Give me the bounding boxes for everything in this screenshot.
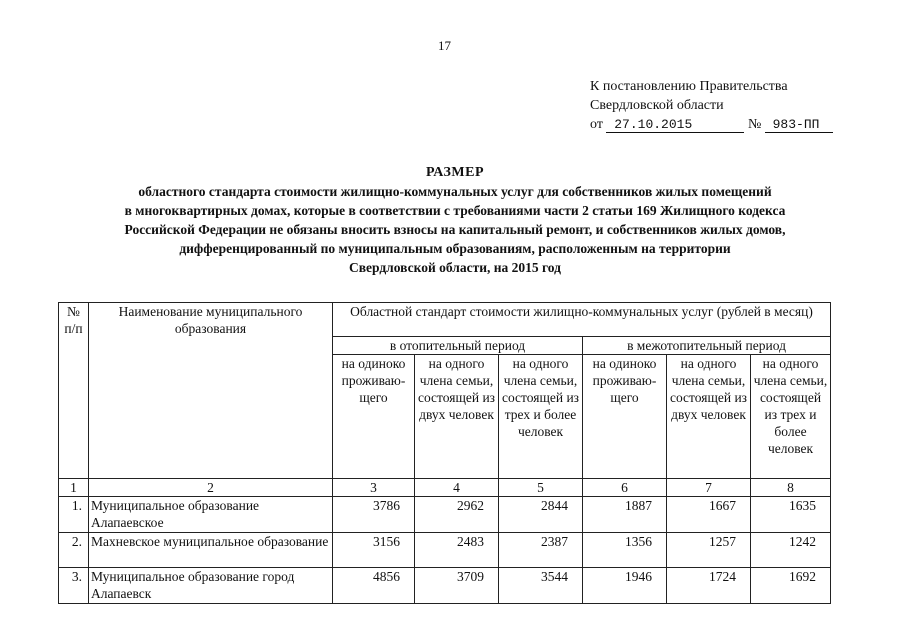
resolution-number: 983-ПП [765,117,833,133]
value-cell: 1692 [751,568,831,604]
column-number: 8 [751,479,831,497]
municipality-name: Муниципальное образование Алапаевское [89,497,333,533]
column-number: 3 [333,479,415,497]
table-row [59,568,831,604]
header-group: Областной стандарт стоимости жилищно-коммунальных услуг (рублей в месяц) [333,303,831,337]
value-cell: 1257 [667,533,751,568]
value-cell: 3786 [333,497,415,533]
subheader: на одиноко проживаю-щего [333,355,415,479]
approval-block [590,77,833,134]
page-number: 17 [438,38,451,53]
title-line: Российской Федерации не обязаны вносить взносы на капитальный ремонт, и собственников жилых домов, [124,222,786,237]
value-cell: 4856 [333,568,415,604]
title-line: Свердловской области, на 2015 год [348,260,562,275]
value-cell: 3156 [333,533,415,568]
header-heating: в отопительный период [333,337,583,355]
subheader: на одного члена семьи, состоящей из двух человек [667,355,751,479]
subheader: на одиноко проживаю-щего [583,355,667,479]
header-non-heating: в межотопительный период [583,337,831,355]
number-prefix: № [747,117,762,132]
approval-line-1: К постановлению Правительства [590,79,788,94]
value-cell: 2962 [415,497,499,533]
column-number: 7 [667,479,751,497]
column-number: 6 [583,479,667,497]
date-prefix: от [590,117,603,132]
title-line: дифференцированный по муниципальным образованиям, расположенным на территории [179,241,731,256]
column-number: 2 [89,479,333,497]
value-cell: 3709 [415,568,499,604]
value-cell: 1724 [667,568,751,604]
value-cell: 2387 [499,533,583,568]
municipality-name: Махневское муниципальное образование [89,533,333,568]
subheader: на одного члена семьи, состоящей из двух человек [415,355,499,479]
approval-date-line [590,115,833,134]
document-title [40,163,870,277]
title-line: областного стандарта стоимости жилищно-коммунальных услуг для собственников жилых помещений [138,184,772,199]
resolution-date: 27.10.2015 [606,117,744,133]
value-cell: 3544 [499,568,583,604]
title-main: РАЗМЕР [425,165,484,180]
subheader: на одного члена семьи, состоящей из трех и более человек [751,355,831,479]
value-cell: 1242 [751,533,831,568]
value-cell: 1946 [583,568,667,604]
row-number: 1. [59,497,89,533]
value-cell: 1887 [583,497,667,533]
municipality-name: Муниципальное образование город Алапаевск [89,568,333,604]
value-cell: 2844 [499,497,583,533]
row-number: 2. [59,533,89,568]
standards-table [58,302,831,604]
column-number: 4 [415,479,499,497]
column-number: 1 [59,479,89,497]
value-cell: 1356 [583,533,667,568]
header-number: № п/п [59,303,89,479]
table-row [59,497,831,533]
subheader: на одного члена семьи, состоящей из трех и более человек [499,355,583,479]
header-name: Наименование муниципального образования [89,303,333,479]
column-numbers-row [59,479,831,497]
table-row [59,533,831,568]
row-number: 3. [59,568,89,604]
title-line: в многоквартирных домах, которые в соответствии с требованиями части 2 статьи 169 Жилищного кодекса [124,203,786,218]
column-number: 5 [499,479,583,497]
value-cell: 1635 [751,497,831,533]
value-cell: 1667 [667,497,751,533]
approval-line-2: Свердловской области [590,98,724,113]
value-cell: 2483 [415,533,499,568]
